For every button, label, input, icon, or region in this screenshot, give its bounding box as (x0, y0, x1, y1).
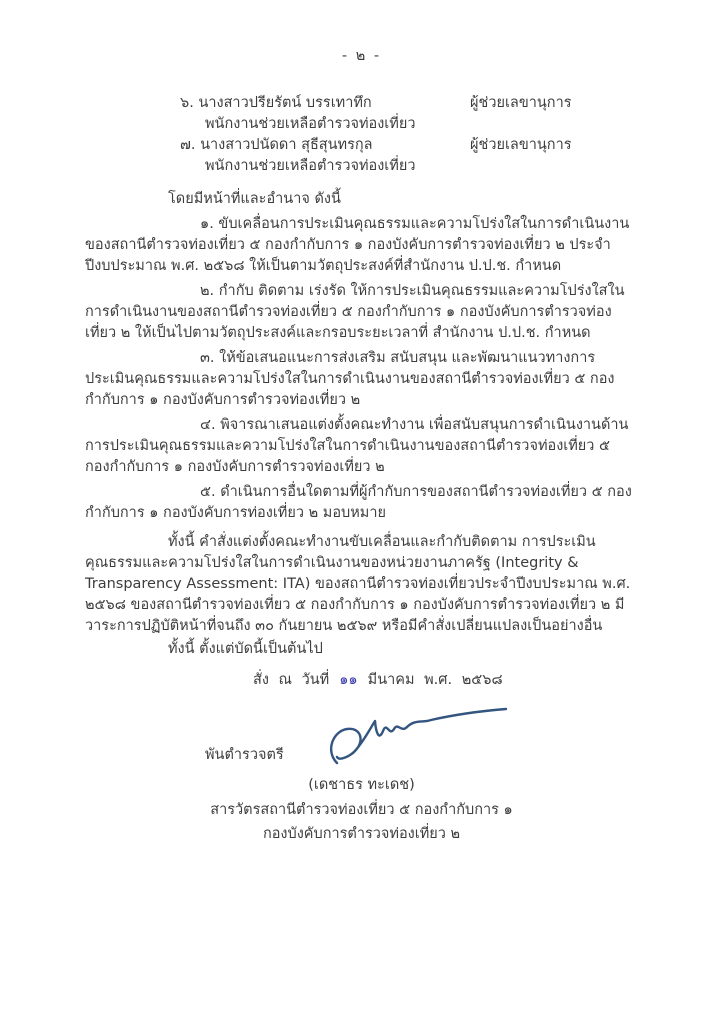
signatory-title-1: สารวัตรสถานีตำรวจท่องเที่ยว ๕ กองกำกับการ ๑ (210, 802, 513, 818)
order-date-suffix: มีนาคม พ.ศ. ๒๕๖๘ (367, 672, 503, 688)
member-role: ผู้ช่วยเลขานุการ (470, 137, 572, 153)
duties-intro: โดยมีหน้าที่และอำนาจ ดังนี้ (168, 191, 341, 207)
order-date-line (85, 670, 638, 691)
order-date-day: ๑๑ (339, 672, 358, 688)
term-paragraph: ทั้งนี้ คำสั่งแต่งตั้งคณะทำงานขับเคลื่อนและกำกับติดตาม การประเมินคุณธรรมและความโปร่งใสในการดำเนินงานของหน่วยงานภาครัฐ (Integrity & Transparency Assessment: ITA) ของสถานีตำรวจท่องเที่ยวประจำปีงบประมาณ พ.ศ. ๒๕๖๘ ของสถานีตำรวจท่องเที่ยว ๕ กองกำกับการ ๑ กองบังคับการตำรวจท่องเที่ยว ๒ มีวาระการปฏิบัติหน้าที่จนถึง ๓๐ กันยายน ๒๕๖๙ หรือมีคำสั่งเปลี่ยนแปลงเป็นอย่างอื่น (85, 534, 631, 634)
duty-paragraph-1: ๑. ขับเคลื่อนการประเมินคุณธรรมและความโปร่งใสในการดำเนินงานของสถานีตำรวจท่องเที่ยว ๕ กองกำกับการ ๑ กองบังคับการตำรวจท่องเที่ยว ๒ ประจำปีงบประมาณ พ.ศ. ๒๕๖๘ ให้เป็นตามวัตถุประสงค์ที่สำนักงาน ป.ป.ช. กำหนด (85, 216, 630, 274)
signatory-title-2: กองบังคับการตำรวจท่องเที่ยว ๒ (262, 826, 461, 842)
committee-member-row (85, 93, 638, 114)
duty-paragraph-2: ๒. กำกับ ติดตาม เร่งรัด ให้การประเมินคุณธรรมและความโปร่งใสในการดำเนินงานของสถานีตำรวจท่องเที่ยว ๕ กองกำกับการ ๑ กองบังคับการตำรวจท่องเที่ยว ๒ ให้เป็นไปตามวัตถุประสงค์และกรอบระยะเวลาที่ สำนักงาน ป.ป.ช. กำหนด (85, 283, 625, 341)
member-name: นางสาวปนัดดา สุธีสุนทรกุล (200, 137, 373, 153)
member-number-and-name (180, 95, 372, 111)
member-number: ๗. (180, 137, 196, 153)
signature-block (85, 701, 638, 911)
duty-paragraph-3: ๓. ให้ข้อเสนอแนะการส่งเสริม สนับสนุน และพัฒนาแนวทางการประเมินคุณธรรมและความโปร่งใสในการดำเนินงานของสถานีตำรวจท่องเที่ยว ๕ กองกำกับการ ๑ กองบังคับการตำรวจท่องเที่ยว ๒ (85, 350, 615, 408)
page-number: - ๒ - (341, 48, 382, 64)
committee-member-row (85, 135, 638, 156)
member-position: พนักงานช่วยเหลือตำรวจท่องเที่ยว (205, 116, 416, 132)
committee-member-list (85, 93, 638, 177)
signatory-name: (เดชาธร ทะเดช) (308, 777, 415, 793)
effective-line: ทั้งนี้ ตั้งแต่บัดนี้เป็นต้นไป (168, 641, 323, 657)
member-name: นางสาวปรียรัตน์ บรรเทาทึก (198, 95, 372, 111)
member-number-and-name (180, 137, 373, 153)
signature-rank: พันตำรวจตรี (205, 747, 284, 763)
duty-paragraph-5: ๕. ดำเนินการอื่นใดตามที่ผู้กำกับการของสถานีตำรวจท่องเที่ยว ๕ กองกำกับการ ๑ กองบังคับการท่องเที่ยว ๒ มอบหมาย (85, 484, 632, 521)
member-role: ผู้ช่วยเลขานุการ (470, 95, 572, 111)
member-position: พนักงานช่วยเหลือตำรวจท่องเที่ยว (205, 158, 416, 174)
duty-paragraph-4: ๔. พิจารณาเสนอแต่งตั้งคณะทำงาน เพื่อสนับสนุนการดำเนินงานด้านการประเมินคุณธรรมและความโปร่งใสในการดำเนินงานของสถานีตำรวจท่องเที่ยว ๕ กองกำกับการ ๑ กองบังคับการตำรวจท่องเที่ยว ๒ (85, 417, 629, 475)
order-date-prefix: สั่ง ณ วันที่ (253, 672, 330, 688)
member-number: ๖. (180, 95, 194, 111)
